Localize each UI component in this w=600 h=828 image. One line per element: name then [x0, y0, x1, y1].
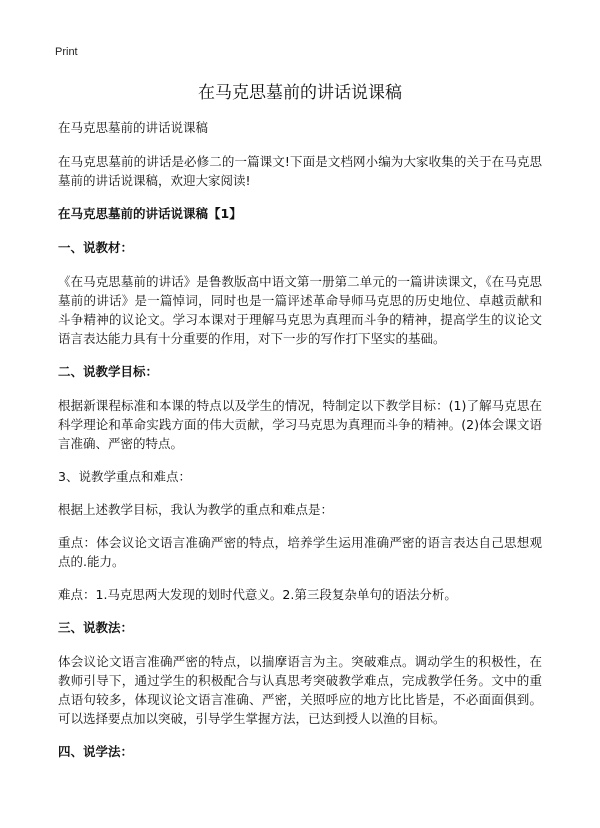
subtitle: 在马克思墓前的讲话说课稿: [58, 120, 209, 135]
section-heading: 在马克思墓前的讲话说课稿【1】: [58, 206, 242, 221]
heading-teaching-method: 三、说教法：: [58, 620, 134, 635]
heading-key-points: 3、说教学重点和难点：: [58, 469, 191, 484]
intro-paragraph: 在马克思墓前的讲话是必修二的一篇课文!下面是文档网小编为大家收集的关于在马克思墓前的讲话说课稿，欢迎大家阅读!: [58, 154, 542, 188]
paragraph-difficulty: 难点：1.马克思两大发现的划时代意义。2.第三段复杂单句的语法分析。: [58, 587, 457, 602]
paragraph-teaching-material: 《在马克思墓前的讲话》是鲁教版高中语文第一册第二单元的一篇讲读课文，《在马克思墓前的讲话》是一篇悼词，同时也是一篇评述革命导师马克思的历史地位、卓越贡献和斗争精神的议论文。学习本课对于理解马克思为真理而斗争的精神，提高学生的议论文语言表达能力具有十分重要的作用，对下一步的写作打下坚实的基础。: [58, 274, 542, 346]
paragraph-focus: 重点：体会议论文语言准确严密的特点，培养学生运用准确严密的语言表达自己思想观点的.能力。: [58, 535, 542, 569]
page-title: 在马克思墓前的讲话说课稿: [198, 83, 402, 103]
paragraph-teaching-method: 体会议论文语言准确严密的特点，以揣摩语言为主。突破难点。调动学生的积极性，在教师引导下，通过学生的积极配合与认真思考突破教学难点，完成教学任务。文中的重点语句较多，体现议论文语言准确、严密，关照呼应的地方比比皆是，不必面面俱到。可以选择要点加以突破，引导学生掌握方法，已达到授人以渔的目标。: [58, 654, 542, 726]
paragraph-key-points-intro: 根据上述教学目标，我认为教学的重点和难点是：: [58, 502, 334, 517]
heading-learning-method: 四、说学法：: [58, 744, 134, 759]
paragraph-teaching-goals: 根据新课程标准和本课的特点以及学生的情况，特制定以下教学目标：(1)了解马克思在科学理论和革命实践方面的伟大贡献，学习马克思为真理而斗争的精神。(2)体会课文语言准确、严密的特点。: [58, 398, 542, 451]
print-link[interactable]: Print: [55, 46, 78, 58]
document-body: [58, 118, 542, 776]
heading-teaching-goals: 二、说教学目标：: [58, 364, 159, 379]
heading-teaching-material: 一、说教材：: [58, 240, 134, 255]
